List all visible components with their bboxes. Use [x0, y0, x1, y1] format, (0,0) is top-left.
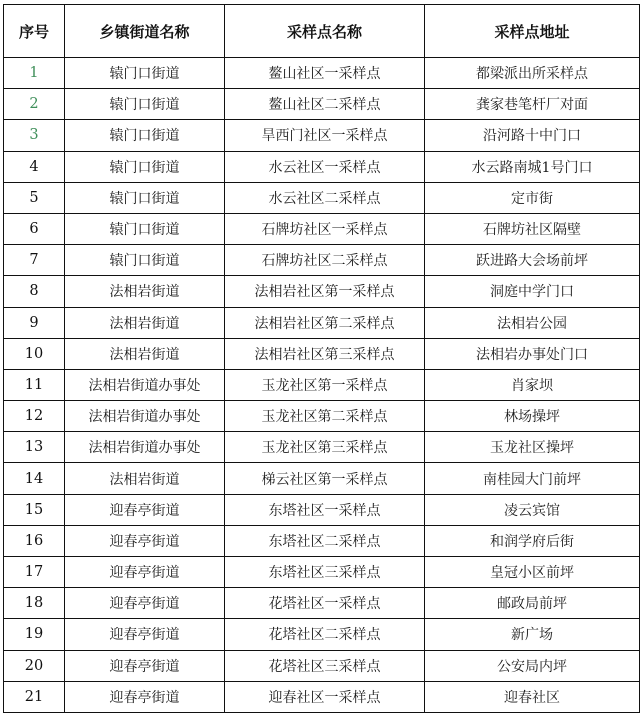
row-address: 洞庭中学门口	[425, 276, 640, 307]
row-site: 玉龙社区第二采样点	[225, 401, 425, 432]
table-row	[4, 245, 640, 276]
table-row	[4, 89, 640, 120]
header-street-name: 乡镇街道名称	[65, 5, 225, 58]
row-address: 跃进路大会场前坪	[425, 245, 640, 276]
row-street: 法相岩街道办事处	[65, 369, 225, 400]
row-street: 法相岩街道办事处	[65, 401, 225, 432]
row-index: 3	[4, 120, 65, 151]
row-site: 石牌坊社区一采样点	[225, 213, 425, 244]
row-address: 南桂园大门前坪	[425, 463, 640, 494]
row-street: 迎春亭街道	[65, 681, 225, 712]
row-site: 水云社区一采样点	[225, 151, 425, 182]
row-address: 邮政局前坪	[425, 588, 640, 619]
row-street: 辕门口街道	[65, 151, 225, 182]
row-street: 迎春亭街道	[65, 494, 225, 525]
table-row	[4, 276, 640, 307]
row-site: 法相岩社区第一采样点	[225, 276, 425, 307]
table-row	[4, 307, 640, 338]
row-address: 都梁派出所采样点	[425, 58, 640, 89]
row-index: 2	[4, 89, 65, 120]
table-row	[4, 213, 640, 244]
table-row	[4, 401, 640, 432]
row-address: 龚家巷笔杆厂对面	[425, 89, 640, 120]
table-row	[4, 557, 640, 588]
header-index: 序号	[4, 5, 65, 58]
sampling-points-table	[3, 4, 640, 713]
row-street: 辕门口街道	[65, 58, 225, 89]
table-row	[4, 588, 640, 619]
row-address: 新广场	[425, 619, 640, 650]
row-address: 水云路南城1号门口	[425, 151, 640, 182]
row-address: 玉龙社区操坪	[425, 432, 640, 463]
row-index: 12	[4, 401, 65, 432]
header-row	[4, 5, 640, 58]
row-address: 法相岩办事处门口	[425, 338, 640, 369]
row-site: 玉龙社区第三采样点	[225, 432, 425, 463]
row-street: 迎春亭街道	[65, 588, 225, 619]
row-street: 辕门口街道	[65, 213, 225, 244]
row-address: 沿河路十中门口	[425, 120, 640, 151]
row-site: 东塔社区一采样点	[225, 494, 425, 525]
table-row	[4, 369, 640, 400]
row-address: 石牌坊社区隔壁	[425, 213, 640, 244]
row-index: 20	[4, 650, 65, 681]
row-site: 法相岩社区第三采样点	[225, 338, 425, 369]
row-street: 迎春亭街道	[65, 525, 225, 556]
row-street: 辕门口街道	[65, 182, 225, 213]
row-street: 法相岩街道办事处	[65, 432, 225, 463]
table-header	[4, 5, 640, 58]
row-site: 玉龙社区第一采样点	[225, 369, 425, 400]
row-site: 花塔社区二采样点	[225, 619, 425, 650]
row-site: 东塔社区二采样点	[225, 525, 425, 556]
table-row	[4, 463, 640, 494]
row-site: 鳌山社区二采样点	[225, 89, 425, 120]
table-row	[4, 432, 640, 463]
row-address: 和润学府后街	[425, 525, 640, 556]
row-address: 皇冠小区前坪	[425, 557, 640, 588]
row-index: 7	[4, 245, 65, 276]
row-site: 石牌坊社区二采样点	[225, 245, 425, 276]
row-site: 水云社区二采样点	[225, 182, 425, 213]
row-site: 法相岩社区第二采样点	[225, 307, 425, 338]
table-row	[4, 182, 640, 213]
row-street: 辕门口街道	[65, 89, 225, 120]
row-street: 迎春亭街道	[65, 619, 225, 650]
row-address: 林场操坪	[425, 401, 640, 432]
row-index: 21	[4, 681, 65, 712]
table-row	[4, 151, 640, 182]
row-street: 辕门口街道	[65, 245, 225, 276]
row-street: 迎春亭街道	[65, 650, 225, 681]
row-street: 法相岩街道	[65, 307, 225, 338]
row-index: 15	[4, 494, 65, 525]
header-site-name: 采样点名称	[225, 5, 425, 58]
table-body	[4, 58, 640, 713]
row-site: 东塔社区三采样点	[225, 557, 425, 588]
row-street: 法相岩街道	[65, 338, 225, 369]
table-row	[4, 494, 640, 525]
row-address: 迎春社区	[425, 681, 640, 712]
row-site: 花塔社区三采样点	[225, 650, 425, 681]
row-index: 6	[4, 213, 65, 244]
row-index: 9	[4, 307, 65, 338]
row-site: 鳌山社区一采样点	[225, 58, 425, 89]
row-address: 凌云宾馆	[425, 494, 640, 525]
table-row	[4, 120, 640, 151]
row-site: 旱西门社区一采样点	[225, 120, 425, 151]
row-index: 18	[4, 588, 65, 619]
table-row	[4, 525, 640, 556]
row-site: 迎春社区一采样点	[225, 681, 425, 712]
row-address: 法相岩公园	[425, 307, 640, 338]
row-index: 5	[4, 182, 65, 213]
table-row	[4, 338, 640, 369]
table-row	[4, 619, 640, 650]
row-index: 17	[4, 557, 65, 588]
row-street: 迎春亭街道	[65, 557, 225, 588]
row-index: 4	[4, 151, 65, 182]
table-row	[4, 58, 640, 89]
row-street: 法相岩街道	[65, 276, 225, 307]
sampling-points-table-container	[3, 4, 639, 713]
row-address: 定市街	[425, 182, 640, 213]
header-site-address: 采样点地址	[425, 5, 640, 58]
row-index: 16	[4, 525, 65, 556]
row-address: 肖家坝	[425, 369, 640, 400]
row-index: 8	[4, 276, 65, 307]
table-row	[4, 650, 640, 681]
row-site: 梯云社区第一采样点	[225, 463, 425, 494]
row-index: 14	[4, 463, 65, 494]
row-street: 辕门口街道	[65, 120, 225, 151]
row-site: 花塔社区一采样点	[225, 588, 425, 619]
row-index: 10	[4, 338, 65, 369]
row-index: 11	[4, 369, 65, 400]
row-street: 法相岩街道	[65, 463, 225, 494]
table-row	[4, 681, 640, 712]
row-index: 19	[4, 619, 65, 650]
row-address: 公安局内坪	[425, 650, 640, 681]
row-index: 13	[4, 432, 65, 463]
row-index: 1	[4, 58, 65, 89]
